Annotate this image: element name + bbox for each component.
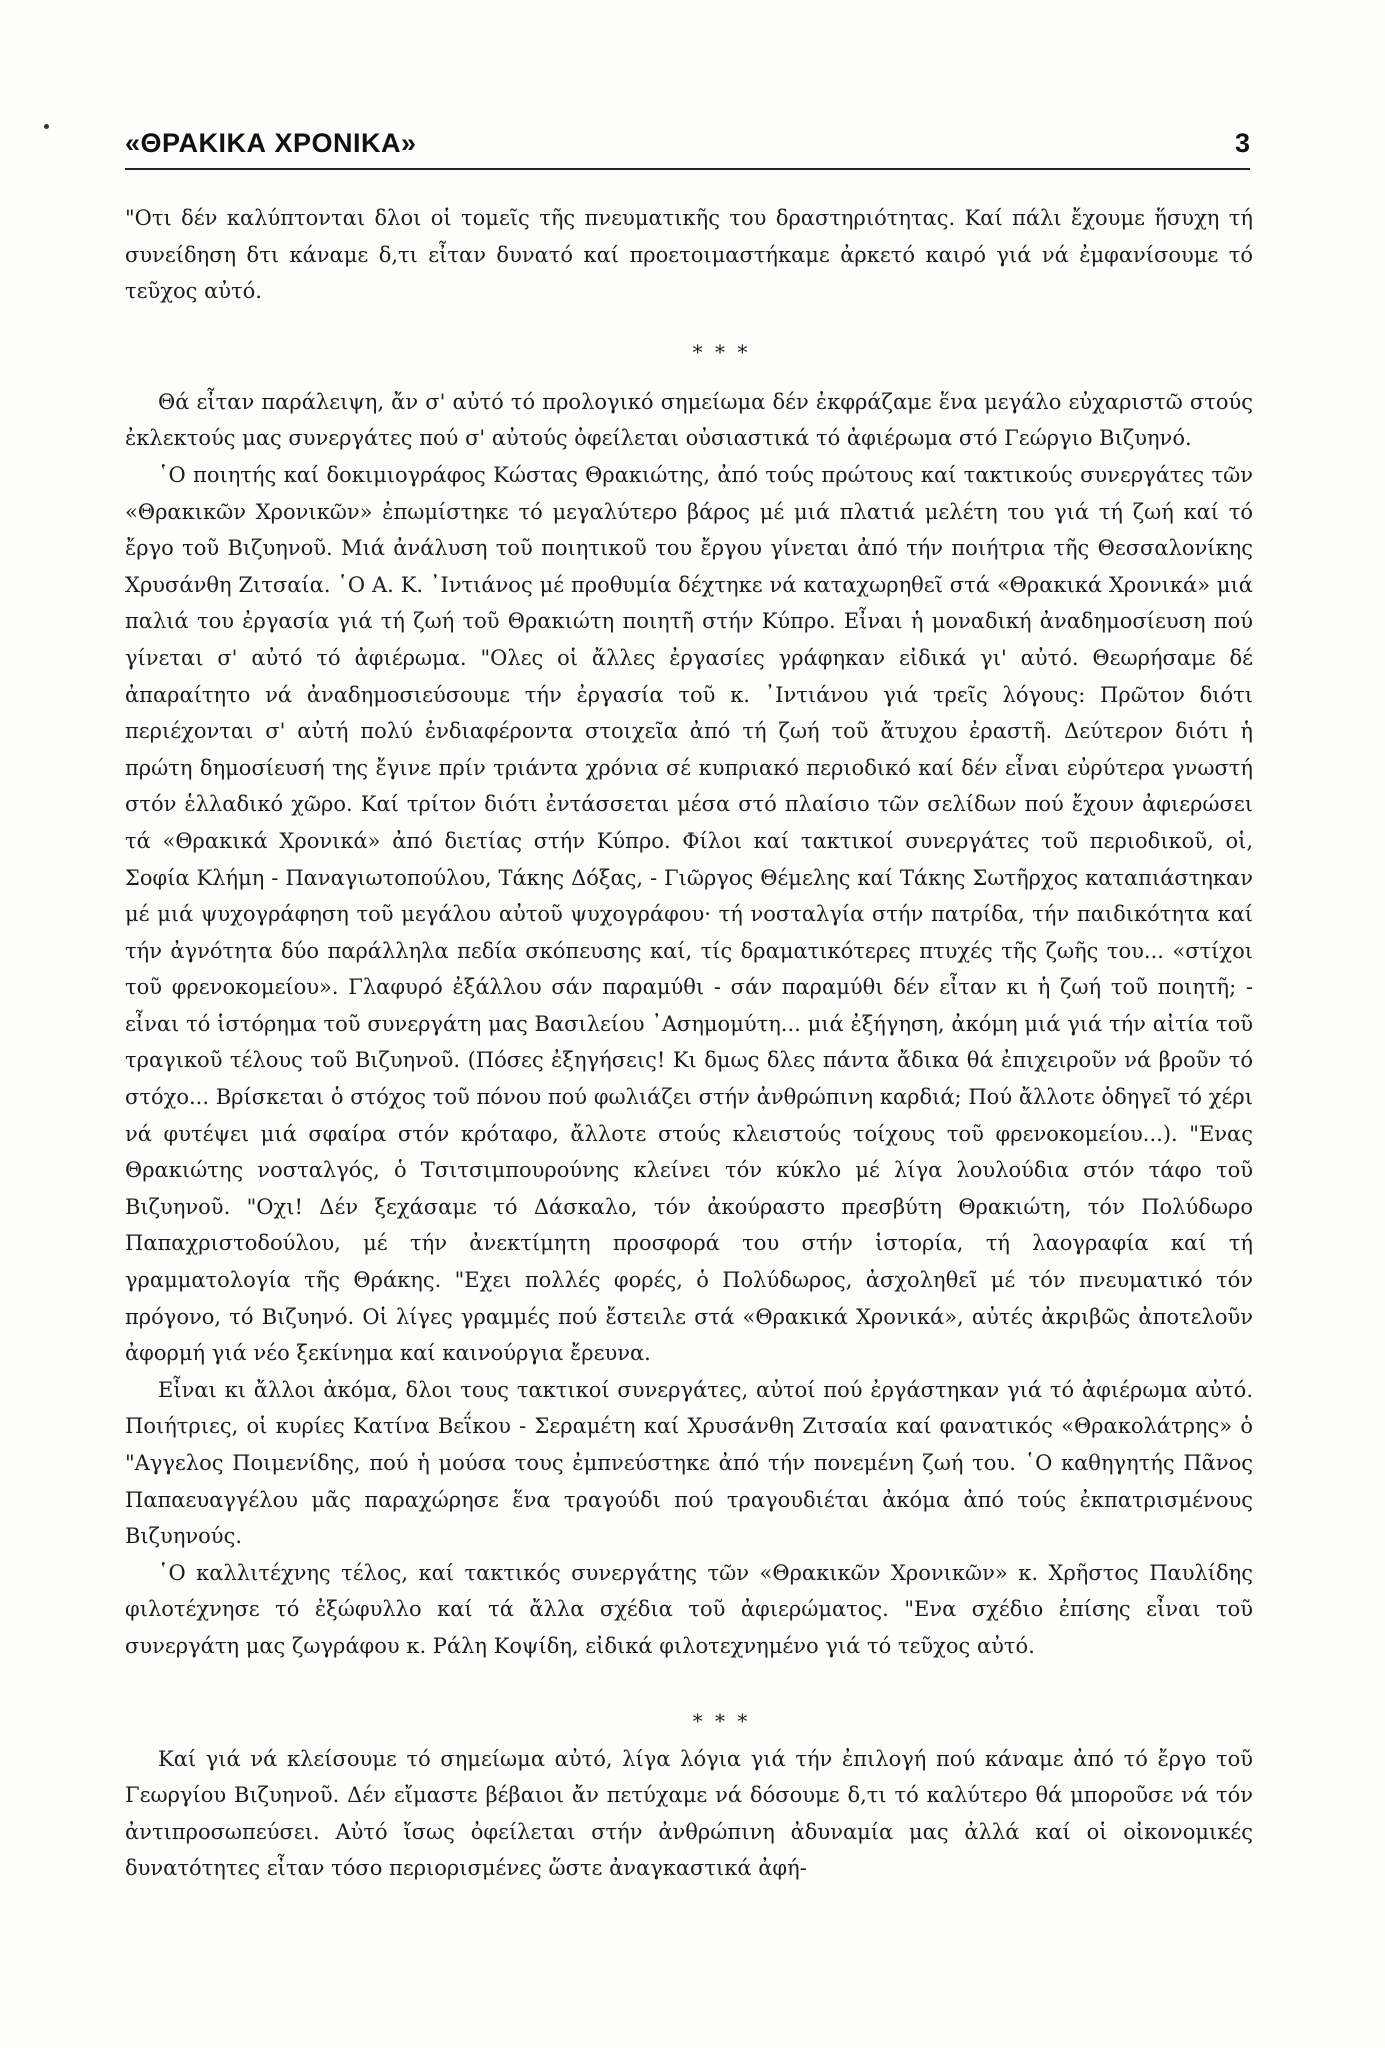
page-number: 3 — [1234, 128, 1250, 158]
paragraph-5: ῾Ο καλλιτέχνης τέλος, καί τακτικός συνεργάτης τῶν «Θρακικῶν Χρονικῶν» κ. Χρῆστος Παυλίδης φιλοτέχνησε τό ἐξώφυλλο καί τά ἄλλα σχέδια τοῦ ἀφιερώματος. "Ενα σχέδιο ἐπίσης εἶναι τοῦ συνεργάτη μας ζωγράφου κ. Ράλη Κοψίδη, εἰδικά φιλοτεχνημένο γιά τό τεῦχος αὐτό. — [125, 1560, 1253, 1658]
section-separator: * * * — [692, 339, 751, 364]
paragraph-4: Εἶναι κι ἄλλοι ἀκόμα, δλοι τους τακτικοί συνεργάτες, αὐτοί πού ἐργάστηκαν γιά τό ἀφιέρωμα αὐτό. Ποιήτριες, οἱ κυρίες Κατίνα Βεΐκου - Σεραμέτη καί Χρυσάνθη Ζιτσαία καί φανατικός «Θρακολάτρης» ὁ "Αγγελος Ποιμενίδης, πού ἡ μούσα τους ἐμπνεύστηκε ἀπό τήν πονεμένη ζωή του. ῾Ο καθηγητής Πᾶνος Παπαευαγγέλου μᾶς παραχώρησε ἕνα τραγούδι πού τραγουδιέται ἀκόμα ἀπό τούς ἐκπατρισμένους Βιζυηνούς. — [125, 1377, 1253, 1549]
article-body — [125, 200, 1253, 1887]
section-separator: * * * — [692, 1708, 751, 1733]
paragraph-2: Θά εἶταν παράλειψη, ἄν σ' αὐτό τό προλογικό σημείωμα δέν ἐκφράζαμε ἕνα μεγάλο εὐχαριστῶ στούς ἐκλεκτούς μας συνεργάτες πού σ' αὐτούς ὀφείλεται οὐσιαστικά τό ἀφιέρωμα στό Γεώργιο Βιζυηνό. — [125, 389, 1253, 451]
journal-title: «ΘΡΑΚΙΚΑ ΧΡΟΝΙΚΑ» — [125, 128, 417, 158]
page-header — [125, 128, 1250, 168]
paragraph-1: "Οτι δέν καλύπτονται δλοι οἱ τομεῖς τῆς πνευματικῆς του δραστηριότητας. Καί πάλι ἔχουμε ἥσυχη τή συνείδηση δτι κάναμε δ,τι εἶταν δυνατό καί προετοιμαστήκαμε ἀρκετό καιρό γιά νά ἐμφανίσουμε τό τεῦχος αὐτό. — [125, 206, 1253, 304]
paragraph-6: Καί γιά νά κλείσουμε τό σημείωμα αὐτό, λίγα λόγια γιά τήν ἐπιλογή πού κάναμε ἀπό τό ἔργο τοῦ Γεωργίου Βιζυηνοῦ. Δέν εἴμαστε βέβαιοι ἄν πετύχαμε νά δόσουμε δ,τι τό καλύτερο θά μποροῦσε νά τόν ἀντιπροσωπεύσει. Αὐτό ἴσως ὀφείλεται στήν ἀνθρώπινη ἀδυναμία μας ἀλλά καί οἱ οἰκονομικές δυνατότητες εἶταν τόσο περιορισμένες ὥστε ἀναγκαστικά ἀφή- — [125, 1746, 1253, 1881]
header-rule — [125, 168, 1250, 170]
scan-speck — [44, 124, 49, 129]
paragraph-3: ῾Ο ποιητής καί δοκιμιογράφος Κώστας Θρακιώτης, ἀπό τούς πρώτους καί τακτικούς συνεργάτες τῶν «Θρακικῶν Χρονικῶν» ἐπωμίστηκε τό μεγαλύτερο βάρος μέ μιά πλατιά μελέτη του γιά τή ζωή καί τό ἔργο τοῦ Βιζυηνοῦ. Μιά ἀνάλυση τοῦ ποιητικοῦ του ἔργου γίνεται ἀπό τήν ποιήτρια τῆς Θεσσαλονίκης Χρυσάνθη Ζιτσαία. ῾Ο Α. Κ. ᾿Ιντιάνος μέ προθυμία δέχτηκε νά καταχωρηθεῖ στά «Θρακικά Χρονικά» μιά παλιά του ἐργασία γιά τή ζωή τοῦ Θρακιώτη ποιητῆ στήν Κύπρο. Εἶναι ἡ μοναδική ἀναδημοσίευση πού γίνεται σ' αὐτό τό ἀφιέρωμα. "Ολες οἱ ἄλλες ἐργασίες γράφηκαν εἰδικά γι' αὐτό. Θεωρήσαμε δέ ἀπαραίτητο νά ἀναδημοσιεύσουμε τήν ἐργασία τοῦ κ. ᾿Ιντιάνου γιά τρεῖς λόγους: Πρῶτον διότι περιέχονται σ' αὐτή πολύ ἐνδιαφέροντα στοιχεῖα ἀπό τή ζωή τοῦ ἄτυχου ἐραστῆ. Δεύτερον διότι ἡ πρώτη δημοσίευσή της ἔγινε πρίν τριάντα χρόνια σέ κυπριακό περιοδικό καί δέν εἶναι εὐρύτερα γνωστή στόν ἑλλαδικό χῶρο. Καί τρίτον διότι ἐντάσσεται μέσα στό πλαίσιο τῶν σελίδων πού ἔχουν ἀφιερώσει τά «Θρακικά Χρονικά» ἀπό διετίας στήν Κύπρο. Φίλοι καί τακτικοί συνεργάτες τοῦ περιοδικοῦ, οἱ, Σοφία Κλήμη - Παναγιωτοπούλου, Τάκης Δόξας, - Γιῶργος Θέμελης καί Τάκης Σωτῆρχος καταπιάστηκαν μέ μιά ψυχογράφηση τοῦ μεγάλου αὐτοῦ ψυχογράφου· τή νοσταλγία στήν πατρίδα, τήν παιδικότητα καί τήν ἀγνότητα δύο παράλληλα πεδία σκόπευσης καί, τίς δραματικότερες πτυχές τῆς ζωῆς του... «στίχοι τοῦ φρενοκομείου». Γλαφυρό ἐξάλλου σάν παραμύθι - σάν παραμύθι δέν εἶταν κι ἡ ζωή τοῦ ποιητῆ; - εἶναι τό ἱστόρημα τοῦ συνεργάτη μας Βασιλείου ᾿Ασημομύτη... μιά ἐξήγηση, ἀκόμη μιά γιά τήν αἰτία τοῦ τραγικοῦ τέλους τοῦ Βιζυηνοῦ. (Πόσες ἐξηγήσεις! Κι δμως δλες πάντα ἄδικα θά ἐπιχειροῦν νά βροῦν τό στόχο... Βρίσκεται ὁ στόχος τοῦ πόνου πού φωλιάζει στήν ἀνθρώπινη καρδιά; Πού ἄλλοτε ὁδηγεῖ τό χέρι νά φυτέψει μιά σφαίρα στόν κρόταφο, ἄλλοτε στούς κλειστούς τοίχους τοῦ φρενοκομείου...). "Ενας Θρακιώτης νοσταλγός, ὁ Τσιτσιμπουρούνης κλείνει τόν κύκλο μέ λίγα λουλούδια στόν τάφο τοῦ Βιζυηνοῦ. "Οχι! Δέν ξεχάσαμε τό Δάσκαλο, τόν ἀκούραστο πρεσβύτη Θρακιώτη, τόν Πολύδωρο Παπαχριστοδούλου, μέ τήν ἀνεκτίμητη προσφορά του στήν ἱστορία, τή λαογραφία καί τή γραμματολογία τῆς Θράκης. "Εχει πολλές φορές, ὁ Πολύδωρος, ἀσχοληθεῖ μέ τόν πνευματικό τόν πρόγονο, τό Βιζυηνό. Οἱ λίγες γραμμές πού ἔστειλε στά «Θρακικά Χρονικά», αὐτές ἀκριβῶς ἀποτελοῦν ἀφορμή γιά νέο ξεκίνημα καί καινούργια ἔρευνα. — [125, 462, 1253, 1366]
